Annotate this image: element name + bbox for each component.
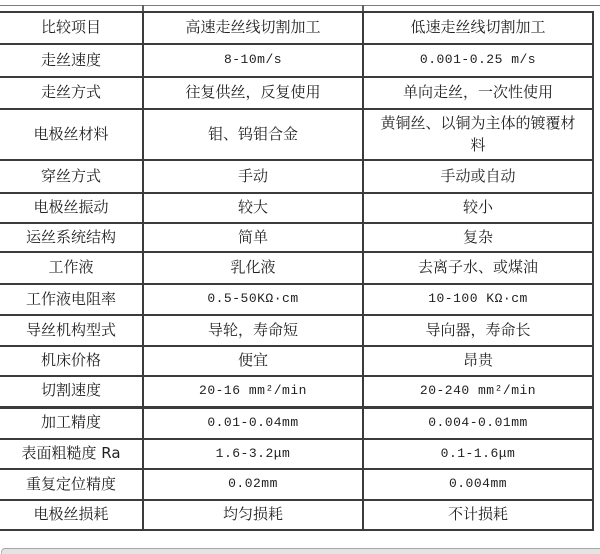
cell-low-speed: 20-240 mm²/min [363,376,593,407]
bottom-element-edge [1,548,600,554]
cell-high-speed: 0.01-0.04mm [143,407,363,439]
cell-high-speed: 钼、钨钼合金 [143,109,363,160]
table-row [0,346,593,376]
cell-low-speed: 单向走丝，一次性使用 [363,77,593,109]
cell-item: 运丝系统结构 [0,223,143,252]
cell-item: 电极丝振动 [0,193,143,223]
cell-high-speed: 均匀损耗 [143,500,363,530]
cell-item: 走丝速度 [0,44,143,77]
table-row [0,407,593,439]
table-header [0,12,593,44]
cell-item: 工作液电阻率 [0,284,143,315]
table-row [0,439,593,469]
comparison-table [0,11,594,531]
cell-item: 加工精度 [0,407,143,439]
header-item-column: 比较项目 [0,12,143,44]
cell-item: 工作液 [0,252,143,284]
cell-item: 切割速度 [0,376,143,407]
table-row [0,284,593,315]
cell-high-speed: 乳化液 [143,252,363,284]
cell-low-speed: 较小 [363,193,593,223]
cell-high-speed: 0.02mm [143,469,363,500]
cell-low-speed: 去离子水、或煤油 [363,252,593,284]
cell-low-speed: 导向器，寿命长 [363,315,593,346]
cell-high-speed: 便宜 [143,346,363,376]
cell-low-speed: 10-100 KΩ·cm [363,284,593,315]
header-low-speed-column: 低速走丝线切割加工 [363,12,593,44]
table-row [0,500,593,530]
cell-low-speed: 手动或自动 [363,160,593,193]
cell-high-speed: 导轮，寿命短 [143,315,363,346]
cell-low-speed: 0.1-1.6μm [363,439,593,469]
cell-low-speed: 0.004-0.01mm [363,407,593,439]
cell-low-speed: 昂贵 [363,346,593,376]
cell-high-speed: 手动 [143,160,363,193]
cell-high-speed: 1.6-3.2μm [143,439,363,469]
cell-low-speed: 不计损耗 [363,500,593,530]
header-high-speed-column: 高速走丝线切割加工 [143,12,363,44]
table-row [0,77,593,109]
table-row [0,376,593,407]
table-row [0,193,593,223]
cell-high-speed: 往复供丝，反复使用 [143,77,363,109]
cell-low-speed: 0.004mm [363,469,593,500]
cell-item: 电极丝损耗 [0,500,143,530]
table-row [0,223,593,252]
table-row [0,252,593,284]
cropped-row-divider [0,5,600,6]
cell-item: 电极丝材料 [0,109,143,160]
table-row [0,315,593,346]
table-row [0,44,593,77]
cell-low-speed: 0.001-0.25 m/s [363,44,593,77]
table-row [0,469,593,500]
cell-high-speed: 8-10m/s [143,44,363,77]
cell-item: 表面粗糙度 Ra [0,439,143,469]
cell-high-speed: 简单 [143,223,363,252]
table-row [0,109,593,160]
table-row [0,160,593,193]
cell-low-speed: 黄铜丝、以铜为主体的镀覆材料 [363,109,593,160]
cell-low-speed: 复杂 [363,223,593,252]
cell-item: 走丝方式 [0,77,143,109]
cell-high-speed: 0.5-50KΩ·cm [143,284,363,315]
cell-item: 导丝机构型式 [0,315,143,346]
cell-high-speed: 20-16 mm²/min [143,376,363,407]
cell-high-speed: 较大 [143,193,363,223]
table-body [0,44,593,530]
cell-item: 穿丝方式 [0,160,143,193]
header-row [0,12,593,44]
cell-item: 机床价格 [0,346,143,376]
cell-item: 重复定位精度 [0,469,143,500]
